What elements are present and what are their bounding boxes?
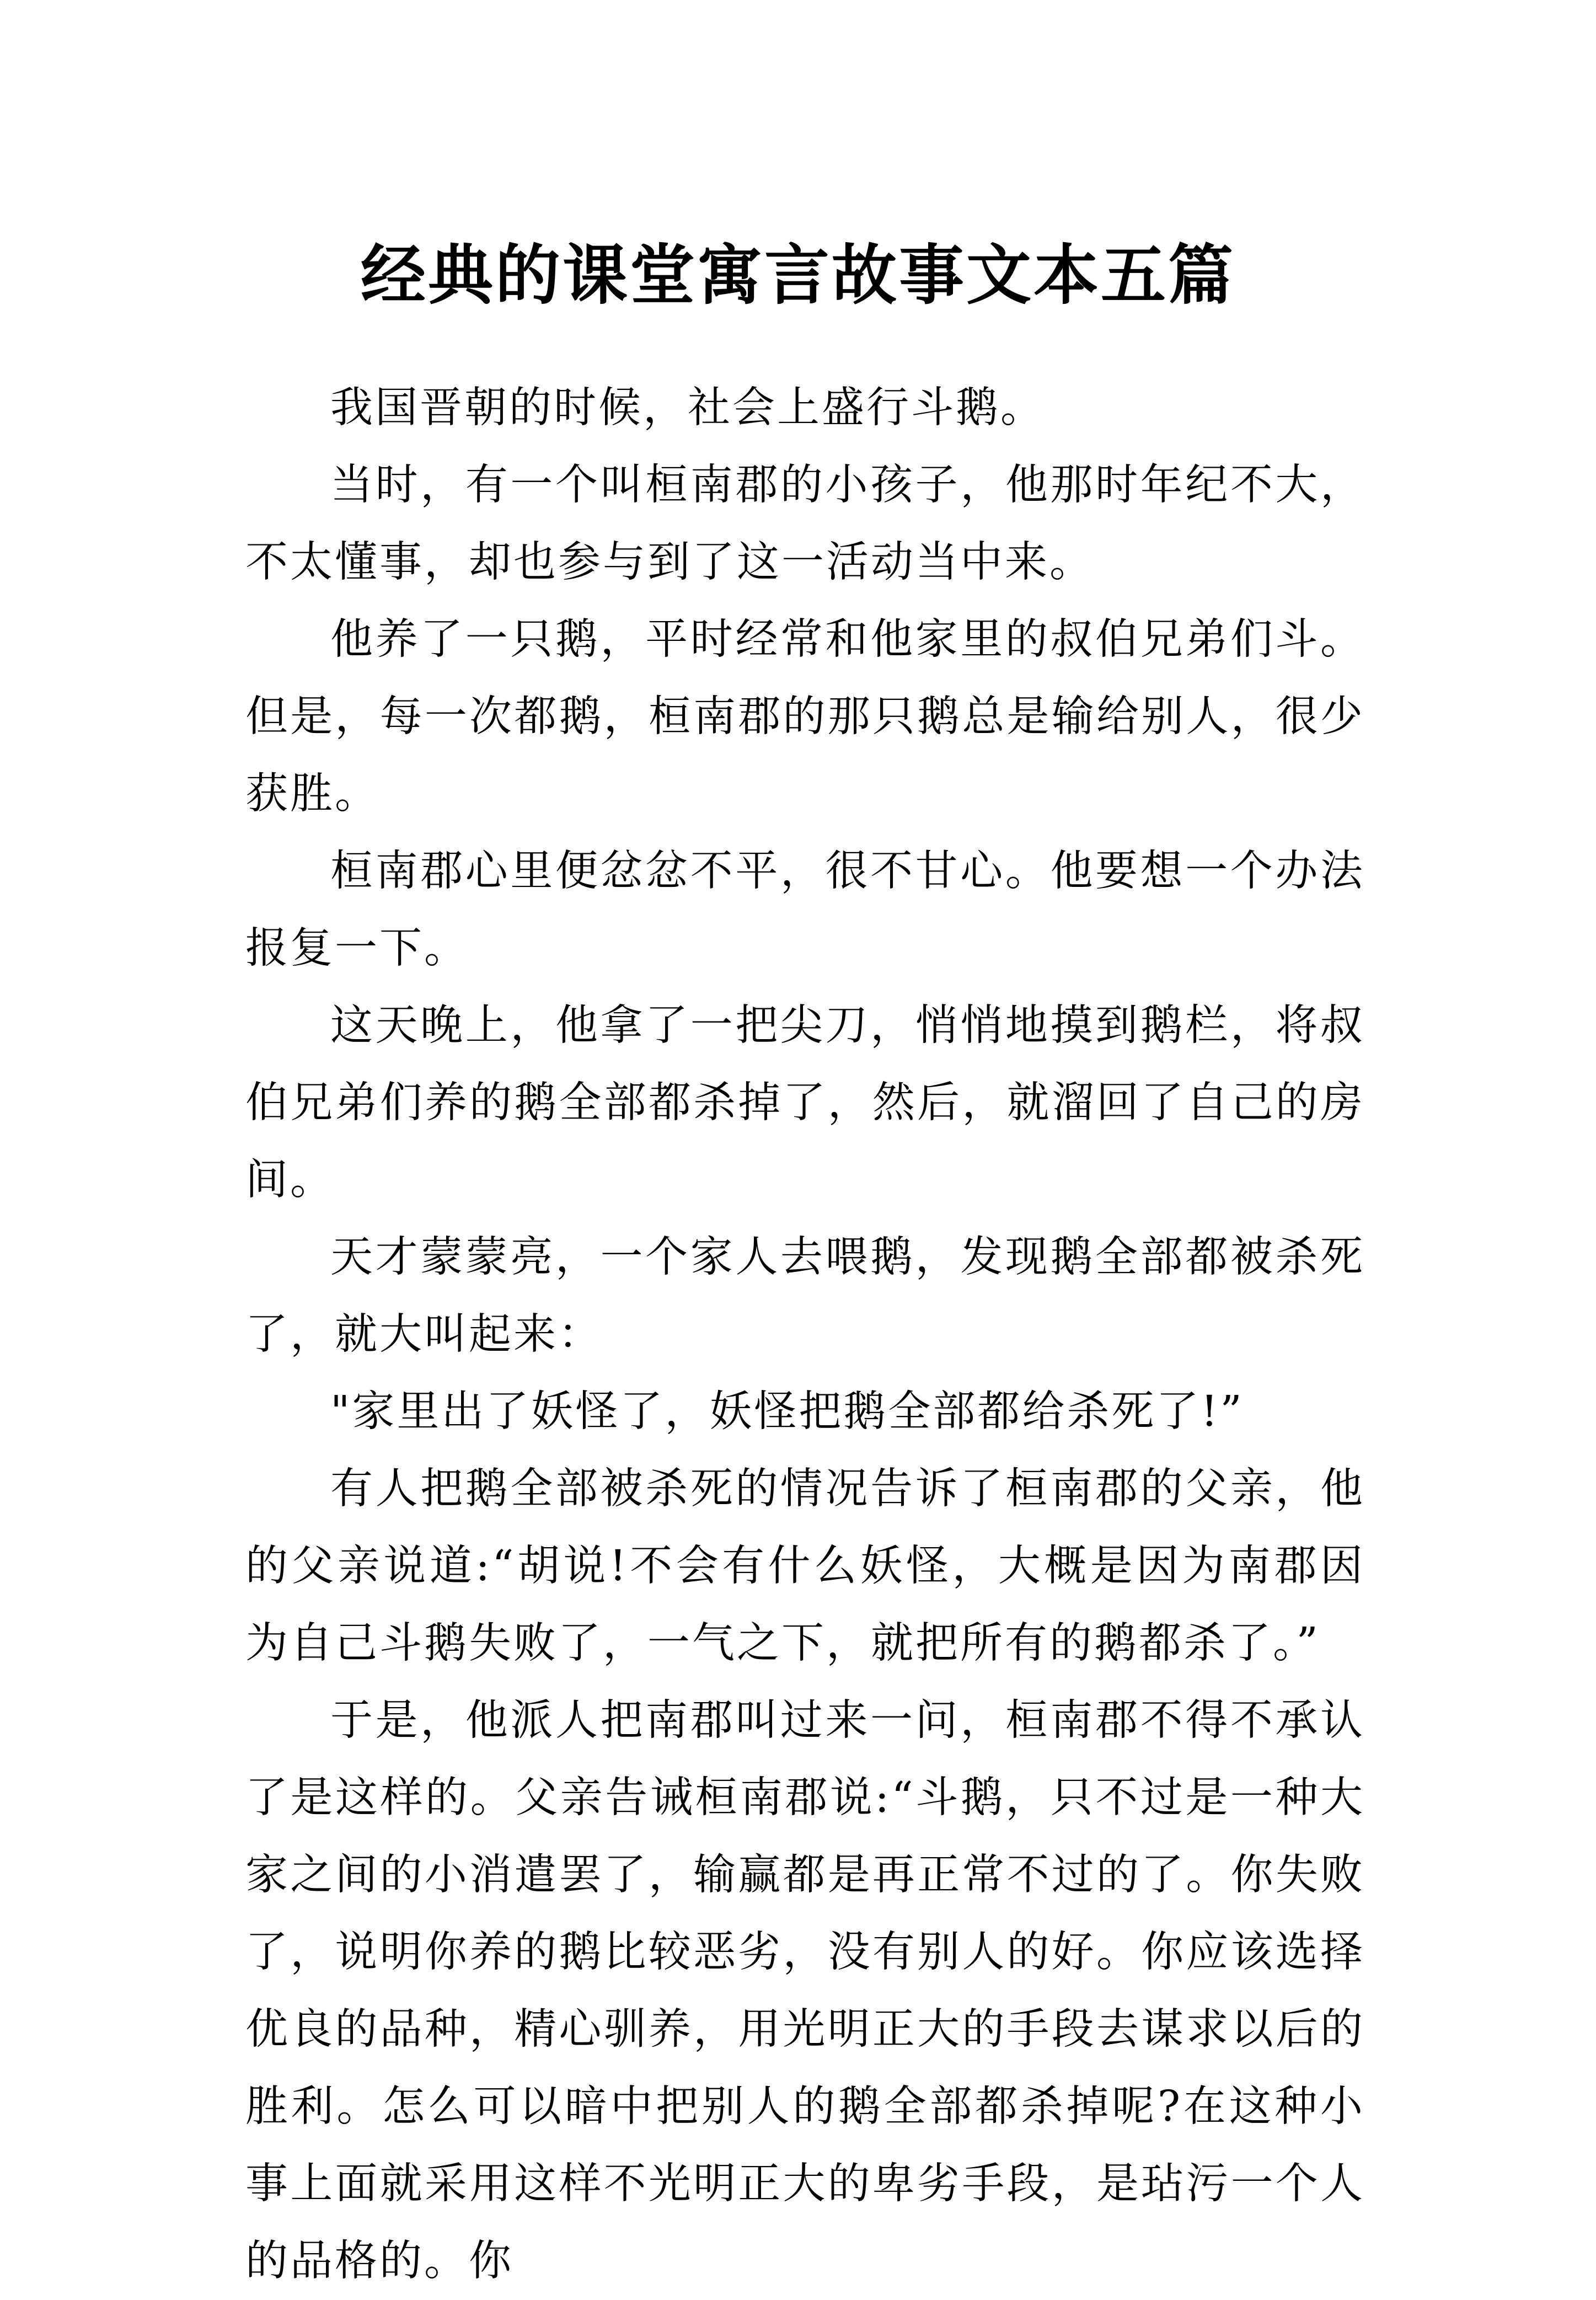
- document-title: 经典的课堂寓言故事文本五篇: [360, 237, 1235, 314]
- paragraph: 于是，他派人把南郡叫过来一问，桓南郡不得不承认了是这样的。父亲告诫桓南郡说:“斗鹅，只不过是一种大家之间的小消遣罢了，输赢都是再正常不过的了。你失败了，说明你养的鹅比较恶劣，没有别人的好。你应该选择优良的品种，精心驯养，用光明正大的手段去谋求以后的胜利。怎么可以暗中把别人的鹅全部都杀掉呢?在这种小事上面就采用这样不光明正大的卑劣手段，是玷污一个人的品格的。你: [245, 1696, 1365, 2286]
- paragraph: 有人把鹅全部被杀死的情况告诉了桓南郡的父亲，他的父亲说道:“胡说!不会有什么妖怪，大概是因为南郡因为自己斗鹅失败了，一气之下，就把所有的鹅都杀了。”: [245, 1464, 1365, 1668]
- paragraph: 当时，有一个叫桓南郡的小孩子，他那时年纪不大，不太懂事，却也参与到了这一活动当中来。: [245, 461, 1365, 587]
- document-body: [245, 370, 1365, 2300]
- paragraph: 这天晚上，他拿了一把尖刀，悄悄地摸到鹅栏，将叔伯兄弟们养的鹅全部都杀掉了，然后，就溜回了自己的房间。: [245, 1001, 1365, 1205]
- paragraph: 我国晋朝的时候，社会上盛行斗鹅。: [330, 383, 1045, 432]
- paragraph: 他养了一只鹅，平时经常和他家里的叔伯兄弟们斗。但是，每一次都鹅，桓南郡的那只鹅总是输给别人，很少获胜。: [245, 615, 1365, 819]
- paragraph: 桓南郡心里便忿忿不平，很不甘心。他要想一个办法报复一下。: [245, 847, 1365, 973]
- paragraph: 天才蒙蒙亮，一个家人去喂鹅，发现鹅全部都被杀死了，就大叫起来：: [245, 1233, 1365, 1359]
- paragraph: "家里出了妖怪了，妖怪把鹅全部都给杀死了!”: [330, 1387, 1244, 1436]
